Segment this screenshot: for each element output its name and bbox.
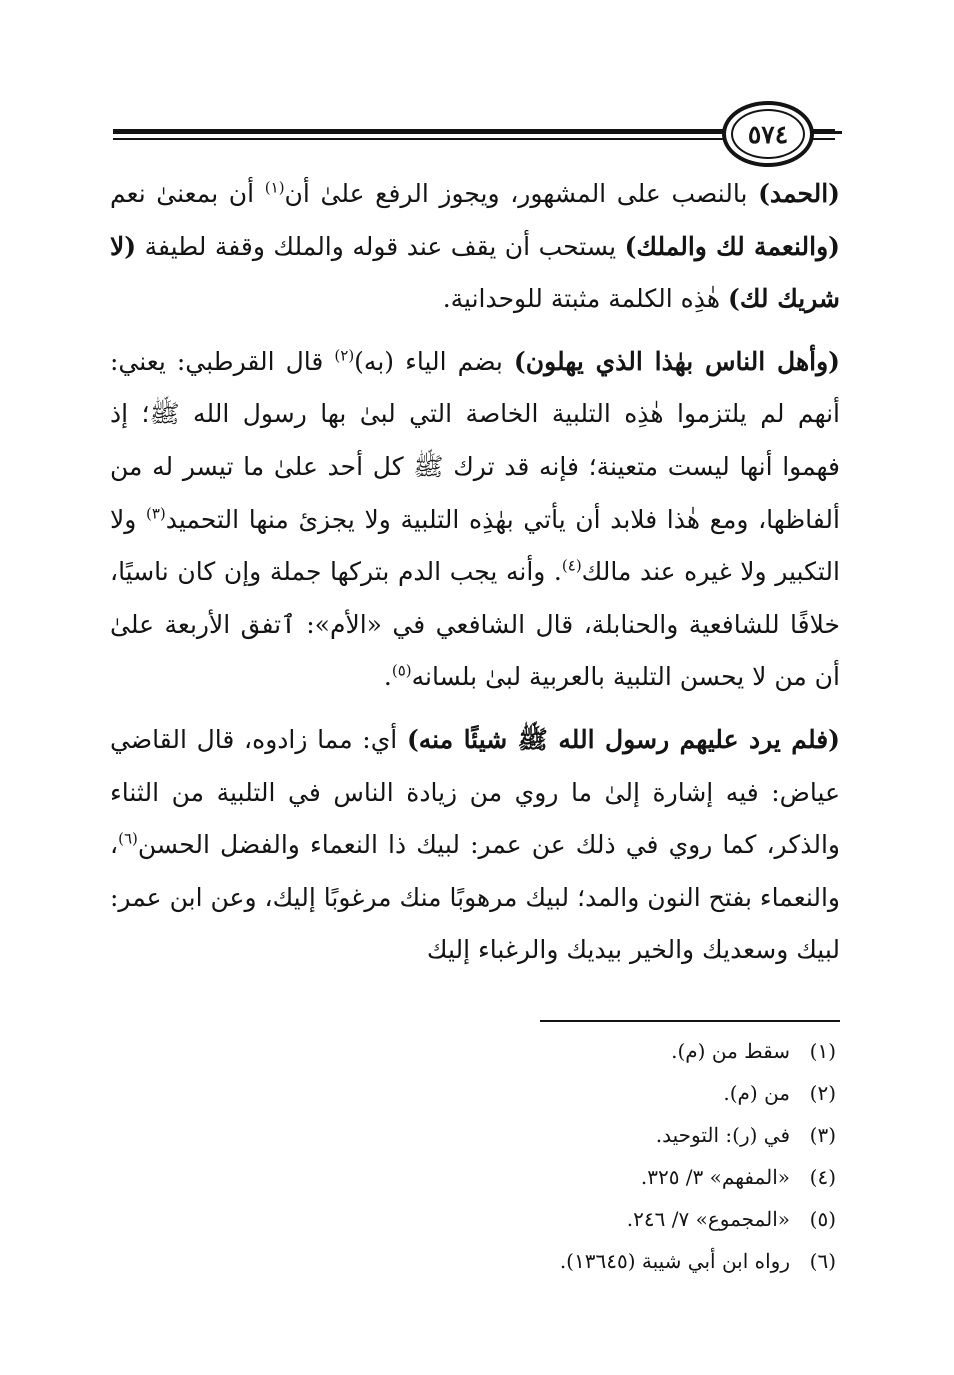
quoted-hadith-text: (فلم يرد عليهم رسول الله ﷺ شيئًا منه)	[406, 724, 840, 754]
commentary-text: هٰذِه الكلمة مثبتة للوحدانية.	[442, 284, 728, 314]
footnote-number: (٦)	[809, 1249, 836, 1273]
footnote-item	[236, 1072, 836, 1114]
footnote-marker: (٦)	[118, 829, 138, 848]
quoted-hadith-text: (لا شريك لك)	[110, 231, 840, 314]
commentary-text: . وأنه يجب الدم بتركها جملة وإن كان ناسيًا، خلافًا للشافعية والحنابلة، قال الشافعي في «الأم»: ٱتفق الأربعة علىٰ أن من لا يحسن التلبية بالعربية لبىٰ بلسانه	[110, 557, 840, 692]
footnote-number: (٥)	[809, 1207, 836, 1231]
quoted-hadith-text: (والنعمة لك والملك)	[624, 231, 840, 261]
commentary-text: أي: مما زادوه، قال القاضي عياض: فيه إشارة إلىٰ ما روي من زيادة الناس في التلبية من الثناء والذكر، كما روي في ذلك عن عمر: لبيك ذا النعماء والفضل الحسن	[110, 724, 840, 860]
commentary-text: بالنصب على المشهور، ويجوز الرفع علىٰ أن	[284, 179, 759, 208]
footnote-marker: (١)	[264, 178, 285, 197]
footnote-text: رواه ابن أبي شيبة (١٣٦٤٥).	[559, 1249, 790, 1273]
footnote-separator	[540, 1020, 840, 1022]
paragraph	[110, 336, 840, 704]
footnote-text: «المفهم» ٣/ ٣٢٥.	[640, 1165, 790, 1189]
footnote-text: من (م).	[723, 1081, 790, 1105]
footnote-item	[236, 1114, 836, 1156]
footnote-text: سقط من (م).	[671, 1039, 790, 1063]
quoted-hadith-text: (الحمد)	[758, 179, 840, 208]
footnote-item	[236, 1198, 836, 1240]
commentary-text: ، والنعماء بفتح النون والمد؛ لبيك مرهوبًا منك مرغوبًا إليك، وعن ابن عمر: لبيك وسعديك والخير بيديك والرغباء إليك	[110, 830, 840, 965]
commentary-text: يستحب أن يقف عند قوله والملك وقفة لطيفة	[136, 231, 625, 261]
commentary-text: بضم الياء (به)	[354, 346, 514, 376]
main-text	[110, 168, 840, 977]
footnote-number: (٢)	[809, 1081, 836, 1105]
footnote-text: «المجموع» ٧/ ٢٤٦.	[626, 1207, 790, 1231]
footnote-number: (٤)	[809, 1165, 836, 1189]
footnote-item	[236, 1156, 836, 1198]
footnote-text: في (ر): التوحيد.	[655, 1123, 790, 1147]
page-number: ٥٧٤	[731, 109, 805, 159]
footnote-marker: (٣)	[145, 504, 166, 523]
footnote-number: (٣)	[809, 1123, 836, 1147]
commentary-text: ولا التكبير ولا غيره عند مالك	[110, 504, 840, 587]
footnote-number: (١)	[809, 1039, 836, 1063]
commentary-text: قال القرطبي: يعني: أنهم لم يلتزموا هٰذِه التلبية الخاصة التي لبىٰ بها رسول الله ﷺ؛ إذ فهموا أنها ليست متعينة؛ فإنه قد ترك ﷺ كل أحد علىٰ ما تيسر له من ألفاظها، ومع هٰذا فلابد أن يأتي بهٰذِه التلبية ولا يجزئ منها التحميد	[110, 346, 840, 534]
footnote-marker: (٢)	[334, 346, 355, 365]
footnotes-list	[236, 1030, 836, 1282]
commentary-text: .	[383, 662, 392, 692]
footnote-marker: (٤)	[561, 556, 582, 575]
paragraph	[110, 168, 840, 326]
paragraph	[110, 714, 840, 977]
header-rule-tail	[812, 131, 842, 134]
footnote-marker: (٥)	[391, 662, 412, 681]
page-number-badge	[722, 101, 814, 167]
footnote-item	[236, 1030, 836, 1072]
footnote-item	[236, 1240, 836, 1282]
quoted-hadith-text: (وأهل الناس بهٰذا الذي يهلون)	[513, 346, 840, 376]
commentary-text: أن بمعنىٰ نعم	[110, 179, 265, 208]
